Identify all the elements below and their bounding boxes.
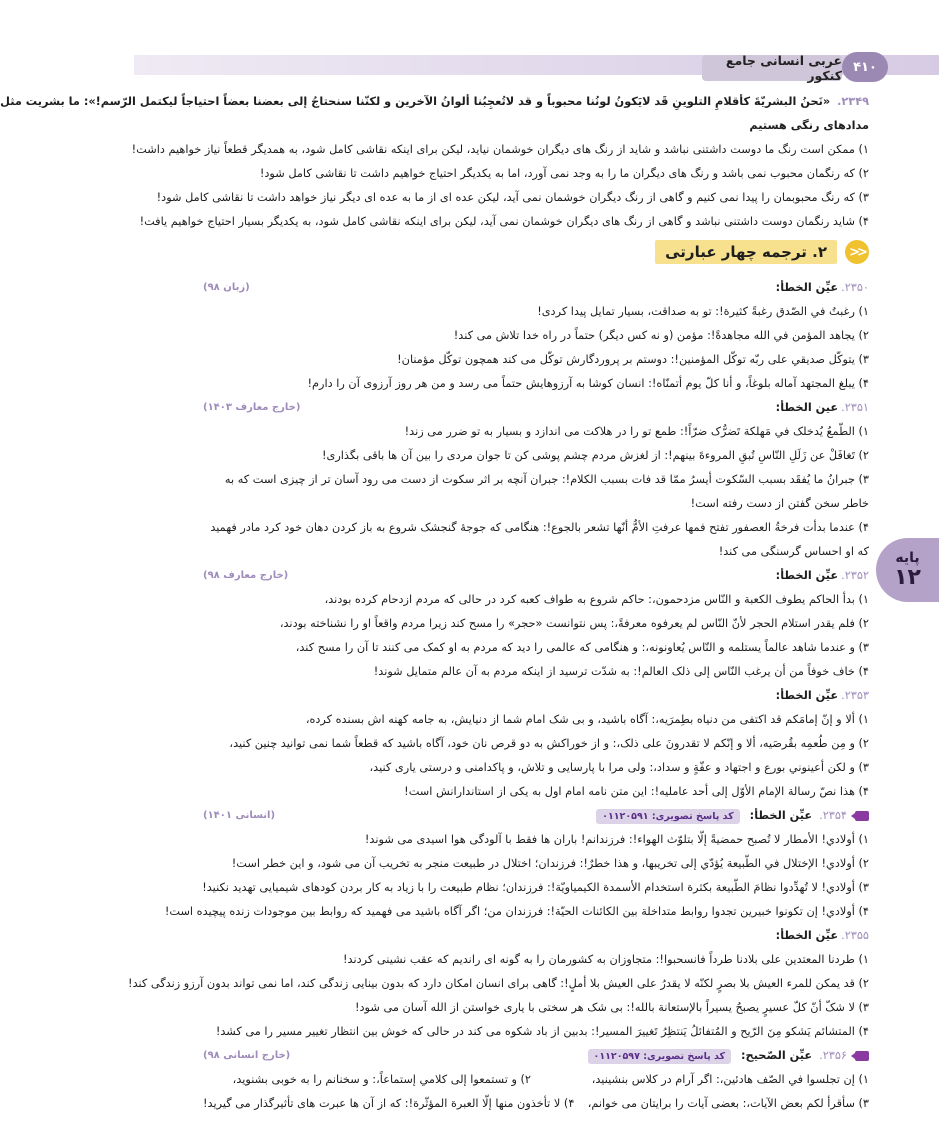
question-number: ۲۳۴۹. — [837, 95, 869, 108]
question-2355 — [203, 924, 869, 948]
question-number: ۲۳۵۴. — [819, 809, 847, 822]
question-stem: عين الخطأ: — [775, 401, 839, 414]
option: ۳) يتوكّل صديقي على ربّه توكّل المؤمنين!: دوستم بر پروردگارش توكّل می كند همچون توكّل مؤمنان! — [397, 353, 869, 366]
question-source: (خارج انسانی ۹۸) — [203, 1050, 291, 1061]
question-2356 — [203, 1044, 869, 1068]
option: ۳) سأقرأ لكم بعض الآيات،: بعضی آيات را برايتان می خوانم، — [587, 1097, 869, 1110]
option: ۱) ممکن است رنگ ما دوست داشتنی نباشد و شاید از رنگ های دیگران خوشمان نیاید، لیکن برای اینکه نقاشی کامل شود، به همدیگر قطعاً نیاز خواهیم داشت! — [131, 143, 869, 156]
question-2351 — [203, 396, 869, 420]
option: ۱) إن تجلسوا في الصّف هادئين،: اگر آرام در كلاس بنشينيد، — [591, 1073, 869, 1086]
question-number: ۲۳۵۱. — [841, 401, 869, 414]
option: ۴) لا تأخذون منها إلّا العبرة المؤثّرة!: كه از آن ها عبرت های تأثيرگذار می گيريد! — [203, 1097, 575, 1110]
question-source: (انسانی ۱۴۰۱) — [203, 810, 276, 821]
video-answer-code[interactable]: كد پاسخ تصويری: ۰۱۱۲۰۵۹۷ — [588, 1049, 732, 1064]
question-number: ۲۳۵۶. — [819, 1049, 847, 1062]
option: ۱) بدأ الحاكم يطوف الكعبة و النّاس مزدحمون،: حاكم شروع به طواف كعبه كرد در حالی كه مردم ازدحام كرده بودند، — [324, 593, 869, 606]
option: ۱) طردنا المعتدين على بلادنا طرداً فانسحبوا!: متجاوزان به كشورمان را به گونه ای رانديم كه عقب نشينی كردند! — [343, 953, 869, 966]
question-number: ۲۳۵۵. — [841, 929, 869, 942]
option: ۲) قد يمكن للمرء العيش بلا بصرٍ لكنّه لا يقدرُ على العيش بلا أملٍ!: گاهی برای انسان امكان دارد كه بدون بينايی زندگی كند، اما نمی تواند بدون آرزو زندگی كند! — [128, 977, 869, 990]
question-2353 — [203, 684, 869, 708]
option: ۴) يبلغ المجتهد آماله بلوغاً، و أنا كلّ يوم أتمنّاه!: انسان كوشا به آرزوهايش حتماً می رسد و من هر روز آرزوی آن را دارم! — [307, 377, 869, 390]
option: ۴) عندما بدأت فرخةُ العصفور تفتح فمها عرفتِ الأمُّ أنّها تشعر بالجوع!: هنگامی كه جوجهٔ گنجشک شروع به باز كردن دهان خود كرد مادر فهميد كه او احساس گرسنگی می كند! — [210, 521, 869, 558]
option: ۳) و لكن أعينوني بورع و اجتهاد و عفّةٍ و سداد،: ولی مرا با پارسايی و تلاش، و پاكدامنی و درستی ياری كنيد، — [369, 761, 869, 774]
grade-tab — [876, 538, 939, 602]
book-title: عربی انسانی جامع کنکور — [702, 55, 842, 81]
question-number: ۲۳۵۲. — [841, 569, 869, 582]
option: ۱) الطّمعُ يُدخلک في مَهلكة تَضرُّک ضرّاً!: طمع تو را در هلاكت می اندازد و بسيار به تو ضرر می زند! — [404, 425, 869, 438]
question-source: (زبان ۹۸) — [203, 282, 250, 293]
question-text: «نَحنُ البشريّةَ كأقلامِ التلوينِ قَد لايَكونُ لونُنا محبوباً و قد لاتُعجِبُنا ألوانُ الآخرين و لكنّنا سنحتاجُ إلى بعضنا بعضاً احتياجاً ليكتمل الرّسم!»: ما بشريت مثل — [0, 95, 831, 108]
option-grid — [203, 1068, 869, 1092]
option: ۲) تَغافَلْ عن زَلَلِ النّاسِ تُبقِ المروءةَ بينهم!: از لغزش مردم چشم پوشی كن تا جوان مردی را بين آن ها باقی بگذاری! — [321, 449, 869, 462]
option: ۱) ألا و إنّ إمامَكم قد اكتفى من دنياه بطِمرَيه،: آگاه باشيد، و بی شک امام شما از دنيايش، به جامه كهنه اش بسنده كرده، — [305, 713, 869, 726]
option: ۴) خاف خوفاً من أن يرغب النّاس إلى ذلک العالم!: به شدّت ترسيد از اينكه مردم به آن عالم متمايل شوند! — [373, 665, 869, 678]
section-header — [203, 240, 869, 264]
option: ۲) أولادي! الإختلال في الطّبيعة يُؤدّي إلى تخريبها، و هذا خطرٌ!: فرزندان؛ اختلال در طبيعت منجر به تخريب آن می شود، و اين خطر است! — [231, 857, 869, 870]
option: ۲) يجاهد المؤمن في الله مجاهدةً!: مؤمن (و نه كس ديگر) حتماً در راه خدا تلاش می كند! — [453, 329, 869, 342]
option-grid — [203, 1092, 869, 1116]
question-number: ۲۳۵۰. — [841, 281, 869, 294]
question-source: (خارج معارف ۱۴۰۳) — [203, 402, 301, 413]
double-chevron-icon: << — [845, 240, 869, 264]
question-text-cont: مدادهای رنگی هستیم — [749, 119, 869, 132]
option: ۱) رغبتُ في الصّدق رغبةً كثيرة!: تو به صداقت، بسيار تمايل پيدا كردی! — [537, 305, 869, 318]
question-number: ۲۳۵۳. — [841, 689, 869, 702]
question-stem: عيِّن الخطأ: — [775, 929, 839, 942]
grade-number: ۱۲ — [894, 564, 921, 590]
video-answer-code[interactable]: كد پاسخ تصويری: ۰۱۱۲۰۵۹۱ — [596, 809, 740, 824]
question-stem: عيِّن الخطأ: — [775, 689, 839, 702]
option: ۳) که رنگ محبوبمان را پیدا نمی کنیم و گاهی از رنگ دیگران خوشمان نمی آید، لیکن عده ای از ما به عده ای دیگر نیاز خواهد داشت تا نقاشی کامل شود! — [156, 191, 869, 204]
question-2349 — [0, 90, 869, 114]
video-camera-icon[interactable] — [855, 1051, 869, 1061]
option: ۳) و عندما شاهد عالماً يستلمه و النّاس يُعاونونه،: و هنگامی كه عالمی را ديد كه مردم به او كمک می كنند تا آن را مسح كند، — [295, 641, 869, 654]
video-camera-icon[interactable] — [855, 811, 869, 821]
option: ۱) أولادي! الأمطار لا تُصبح حمضيةً إلّا بتلوّث الهواء!: فرزندانم! باران ها فقط با آلودگی هوا اسيدی می شوند! — [364, 833, 869, 846]
question-stem: عيِّن الصّحيح: — [741, 1049, 813, 1062]
option: ۴) هذا نصّ رسالة الإمام الأوّل إلى أحد عامليه!: اين متن نامه امام اول به يكی از استاندارانش است! — [404, 785, 869, 798]
question-stem: عيِّن الخطأ: — [775, 569, 839, 582]
grade-label: پایه — [895, 550, 920, 567]
question-2354 — [203, 804, 869, 828]
option: ۴) شاید رنگمان دوست داشتنی نباشد و گاهی از رنگ های دیگران خوشمان نمی آید، لیکن برای اینکه نقاشی کامل شود، به یکدیگر بسیار احتیاج خواهیم یافت! — [139, 215, 869, 228]
question-source: (خارج معارف ۹۸) — [203, 570, 289, 581]
section-title: ۲. ترجمه چهار عبارتی — [655, 240, 837, 264]
option: ۴) المتشائم يَشكو مِنَ الرّيح و المُتفائلُ يَنتظِرُ تَغييرَ المسير!: بدبين از باد شكوه می كند در حالی كه خوش بين انتظار تغيير مسير را می كشد! — [215, 1025, 869, 1038]
option: ۲) و مِن طُعمِه بقُرصَيه، ألا و إنّكم لا تقدرونَ على ذلک،: و از خوراكش به دو قرص نان خود، آگاه باشيد كه قطعاً شما نمی توانيد چنين كنيد، — [229, 737, 869, 750]
page-number: ۴۱۰ — [842, 52, 888, 82]
option: ۳) لا شکّ أنّ كلّ عسيرٍ يصبحُ يسيراً بالإستعانة بالله!: بی شک هر سختی با ياری خواستن از الله آسان می شود! — [355, 1001, 869, 1014]
option: ۳) أولادي! لا تُهدِّدوا نظامَ الطّبيعة بكثرة استخدام الأسمدة الكيمياويّة!: فرزندان؛ نظام طبيعت را با زياد به كار بردن كودهای شيميايی تهديد نكنيد! — [202, 881, 869, 894]
question-stem: عيِّن الخطأ: — [749, 809, 813, 822]
question-stem: عيِّن الخطأ: — [775, 281, 839, 294]
option: ۳) جبرانُ ما يُفقَد بسبب السّكوت أيسرُ ممّا قد فات بسبب الكلام!: جبران آنچه بر اثر سكوت از دست می رود آسان تر از چيزی است كه به خاطر سخن گفتن از دست رفته است! — [224, 473, 869, 510]
page-content — [0, 90, 869, 1116]
question-2352 — [203, 564, 869, 588]
option: ۲) فلم يقدر استلام الحجر لأنّ النّاس لم يعرفوه معرفةً،: پس نتوانست «حجر» را مسح كند زيرا مردم واقعاً او را نشناخته بودند، — [279, 617, 869, 630]
option: ۲) و تستمعوا إلى كلامي إستماعاً،: و سخنانم را به خوبی بشنويد، — [232, 1073, 531, 1086]
question-2350 — [203, 276, 869, 300]
option: ۲) که رنگمان محبوب نمی باشد و رنگ های دیگران ما را به وجد نمی آورد، اما به یکدیگر احتیاج خواهیم داشت تا نقاشی کامل شود! — [259, 167, 869, 180]
option: ۴) أولادي! إن تكونوا خبيرين تجدوا روابط متداخلة بين الكائنات الحيّة!: فرزندان من؛ اگر آگاه باشيد می فهميد كه روابط بين موجودات زنده پيچيده است! — [164, 905, 869, 918]
